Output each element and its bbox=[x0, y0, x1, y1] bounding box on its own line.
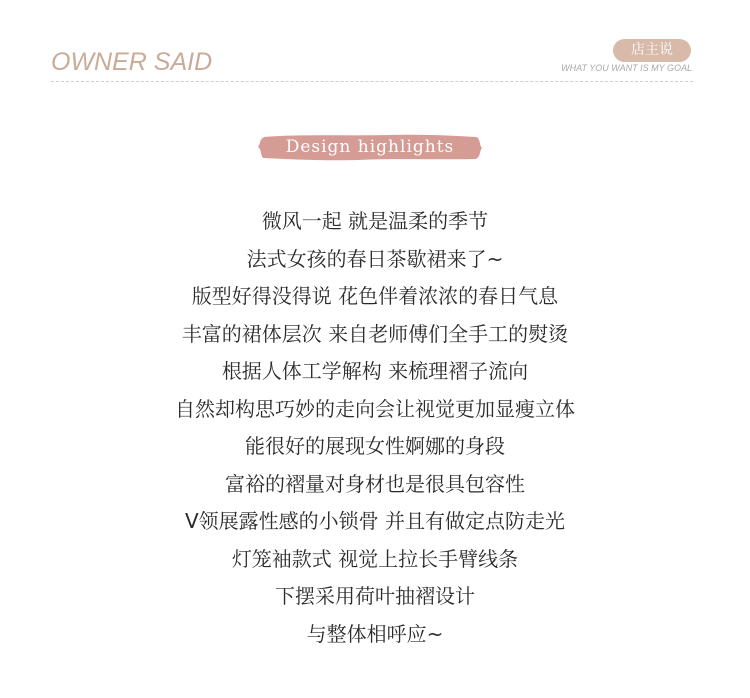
description-line: 灯笼袖款式 视觉上拉长手臂线条 bbox=[231, 546, 519, 571]
description-line: 与整体相呼应~ bbox=[306, 621, 444, 646]
design-highlights-banner bbox=[258, 133, 482, 161]
header-title: OWNER SAID bbox=[51, 48, 213, 76]
dashed-divider bbox=[51, 81, 693, 82]
description-line: 法式女孩的春日茶歇裙来了~ bbox=[246, 246, 504, 271]
description-line: 版型好得没得说 花色伴着浓浓的春日气息 bbox=[191, 284, 559, 308]
description-line: 根据人体工学解构 来梳理褶子流向 bbox=[221, 359, 529, 383]
description-line: 能很好的展现女性婀娜的身段 bbox=[245, 434, 505, 458]
description-line: 自然却构思巧妙的走向会让视觉更加显瘦立体 bbox=[175, 396, 575, 421]
banner-text: Design highlights bbox=[285, 137, 455, 157]
description-line: 富裕的褶量对身材也是很具包容性 bbox=[225, 471, 525, 496]
owner-said-badge: 店主说 bbox=[613, 39, 691, 62]
description-lines bbox=[0, 203, 750, 653]
description-line: 丰富的裙体层次 来自老师傅们全手工的熨烫 bbox=[181, 321, 569, 346]
description-line: V领展露性感的小锁骨 并且有做定点防走光 bbox=[184, 509, 566, 533]
description-line: 下摆采用荷叶抽褶设计 bbox=[275, 584, 475, 608]
header-subtitle: WHAT YOU WANT IS MY GOAL bbox=[561, 63, 692, 73]
description-line: 微风一起 就是温柔的季节 bbox=[261, 209, 489, 233]
